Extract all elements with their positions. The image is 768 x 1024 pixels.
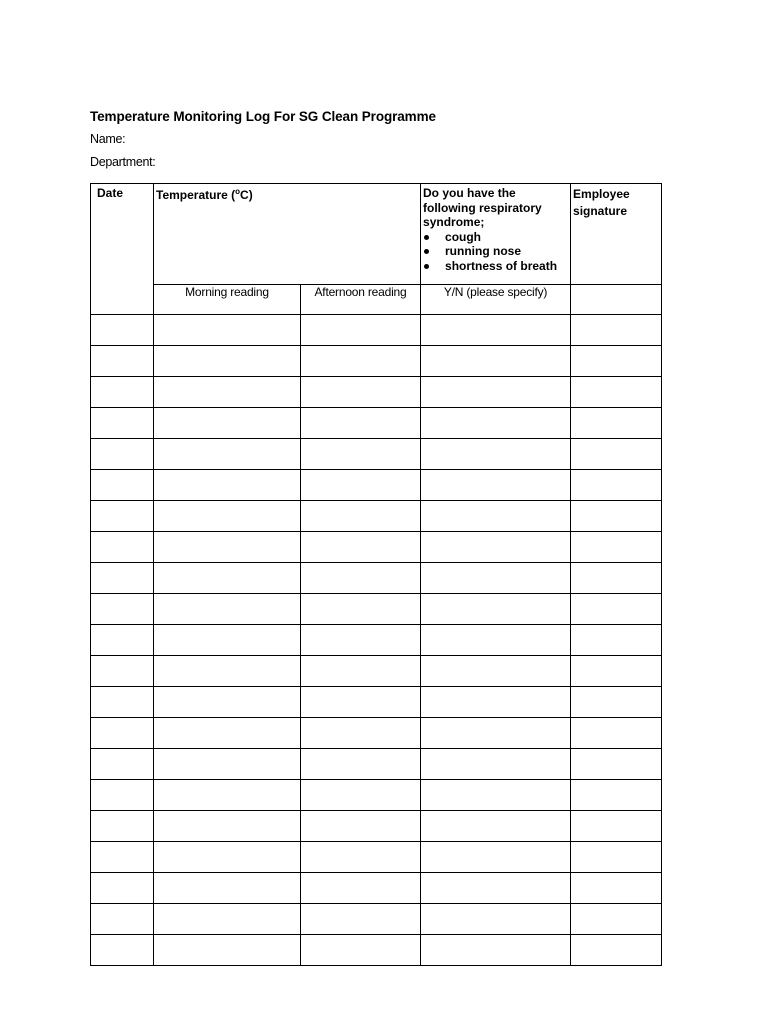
department-label: Department: (90, 155, 156, 169)
date-cell (91, 687, 154, 718)
date-cell (91, 594, 154, 625)
yn-cell (421, 377, 571, 408)
signature-cell (571, 470, 662, 501)
table-row (91, 563, 662, 594)
morning-reading-cell (154, 656, 301, 687)
morning-reading-cell (154, 749, 301, 780)
afternoon-reading-cell (301, 439, 421, 470)
signature-cell (571, 904, 662, 935)
table-row (91, 532, 662, 563)
table-row (91, 501, 662, 532)
signature-cell (571, 687, 662, 718)
afternoon-reading-cell (301, 377, 421, 408)
name-label: Name: (90, 132, 126, 146)
bullet-icon (424, 264, 429, 269)
yn-cell (421, 687, 571, 718)
date-cell (91, 904, 154, 935)
signature-cell (571, 346, 662, 377)
table-row (91, 904, 662, 935)
table-row (91, 377, 662, 408)
date-cell (91, 718, 154, 749)
employee-signature-header: Employee signature (571, 184, 662, 285)
afternoon-reading-cell (301, 346, 421, 377)
table-row (91, 656, 662, 687)
afternoon-reading-cell (301, 594, 421, 625)
morning-reading-cell (154, 904, 301, 935)
table-row (91, 842, 662, 873)
table-header-row (91, 184, 662, 285)
morning-reading-cell (154, 811, 301, 842)
signature-cell (571, 377, 662, 408)
morning-reading-cell (154, 377, 301, 408)
table-subheader-row (91, 285, 662, 315)
table-row (91, 687, 662, 718)
degree-superscript: o (235, 187, 241, 196)
afternoon-reading-cell (301, 904, 421, 935)
signature-subheader-cell (571, 285, 662, 315)
symptom-list (423, 230, 570, 274)
yn-cell (421, 718, 571, 749)
date-cell (91, 749, 154, 780)
morning-reading-cell (154, 687, 301, 718)
morning-reading-cell (154, 935, 301, 966)
afternoon-reading-cell (301, 780, 421, 811)
signature-cell (571, 315, 662, 346)
date-cell (91, 842, 154, 873)
yn-cell (421, 904, 571, 935)
afternoon-reading-cell (301, 315, 421, 346)
table-row (91, 873, 662, 904)
yn-cell (421, 656, 571, 687)
date-cell (91, 470, 154, 501)
date-cell (91, 935, 154, 966)
signature-cell (571, 780, 662, 811)
table-row (91, 315, 662, 346)
yn-cell (421, 439, 571, 470)
signature-cell (571, 408, 662, 439)
table-row (91, 470, 662, 501)
afternoon-reading-cell (301, 749, 421, 780)
signature-cell (571, 749, 662, 780)
afternoon-reading-cell (301, 811, 421, 842)
yn-cell (421, 470, 571, 501)
morning-reading-cell (154, 563, 301, 594)
symptom-item: shortness of breath (423, 259, 570, 274)
signature-cell (571, 842, 662, 873)
morning-reading-cell (154, 873, 301, 904)
table-row (91, 346, 662, 377)
table-row (91, 811, 662, 842)
temperature-log-table (90, 183, 662, 966)
bullet-icon (424, 235, 429, 240)
signature-cell (571, 532, 662, 563)
afternoon-reading-cell (301, 408, 421, 439)
date-cell (91, 501, 154, 532)
morning-reading-header: Morning reading (154, 285, 301, 315)
yn-cell (421, 346, 571, 377)
date-cell (91, 873, 154, 904)
yn-cell (421, 625, 571, 656)
morning-reading-cell (154, 780, 301, 811)
yn-cell (421, 780, 571, 811)
yn-cell (421, 501, 571, 532)
signature-cell (571, 656, 662, 687)
yn-cell (421, 532, 571, 563)
table-row (91, 625, 662, 656)
morning-reading-cell (154, 718, 301, 749)
signature-cell (571, 718, 662, 749)
morning-reading-cell (154, 532, 301, 563)
yn-cell (421, 749, 571, 780)
yn-cell (421, 315, 571, 346)
morning-reading-cell (154, 625, 301, 656)
temperature-header: Temperature ($^o$C) (154, 184, 421, 285)
yn-cell (421, 873, 571, 904)
afternoon-reading-cell (301, 935, 421, 966)
afternoon-reading-cell (301, 563, 421, 594)
afternoon-reading-cell (301, 718, 421, 749)
afternoon-reading-header: Afternoon reading (301, 285, 421, 315)
afternoon-reading-cell (301, 656, 421, 687)
signature-cell (571, 625, 662, 656)
yn-cell (421, 594, 571, 625)
signature-cell (571, 811, 662, 842)
afternoon-reading-cell (301, 501, 421, 532)
signature-cell (571, 563, 662, 594)
date-cell (91, 439, 154, 470)
morning-reading-cell (154, 315, 301, 346)
afternoon-reading-cell (301, 873, 421, 904)
table-row (91, 935, 662, 966)
date-cell (91, 625, 154, 656)
signature-cell (571, 439, 662, 470)
afternoon-reading-cell (301, 687, 421, 718)
bullet-icon (424, 249, 429, 254)
date-cell (91, 346, 154, 377)
morning-reading-cell (154, 470, 301, 501)
morning-reading-cell (154, 408, 301, 439)
table-row (91, 439, 662, 470)
yn-cell (421, 935, 571, 966)
signature-cell (571, 873, 662, 904)
morning-reading-cell (154, 439, 301, 470)
morning-reading-cell (154, 501, 301, 532)
yn-header: Y/N (please specify) (421, 285, 571, 315)
afternoon-reading-cell (301, 625, 421, 656)
date-cell (91, 315, 154, 346)
yn-cell (421, 408, 571, 439)
date-header: Date (91, 184, 154, 315)
afternoon-reading-cell (301, 532, 421, 563)
table-row (91, 718, 662, 749)
signature-cell (571, 501, 662, 532)
symptom-item: cough (423, 230, 570, 245)
document-title: Temperature Monitoring Log For SG Clean Programme (90, 109, 436, 124)
signature-cell (571, 594, 662, 625)
table-row (91, 749, 662, 780)
date-cell (91, 656, 154, 687)
morning-reading-cell (154, 842, 301, 873)
symptom-item: running nose (423, 244, 570, 259)
signature-cell (571, 935, 662, 966)
yn-cell (421, 811, 571, 842)
table-row (91, 594, 662, 625)
morning-reading-cell (154, 594, 301, 625)
table-row (91, 408, 662, 439)
date-cell (91, 408, 154, 439)
morning-reading-cell (154, 346, 301, 377)
date-cell (91, 780, 154, 811)
afternoon-reading-cell (301, 842, 421, 873)
date-cell (91, 377, 154, 408)
date-cell (91, 811, 154, 842)
respiratory-question-header: Do you have the following respiratory syndrome; cough running nose shortness of breath (421, 184, 571, 285)
table-row (91, 780, 662, 811)
yn-cell (421, 842, 571, 873)
afternoon-reading-cell (301, 470, 421, 501)
date-cell (91, 532, 154, 563)
date-cell (91, 563, 154, 594)
yn-cell (421, 563, 571, 594)
